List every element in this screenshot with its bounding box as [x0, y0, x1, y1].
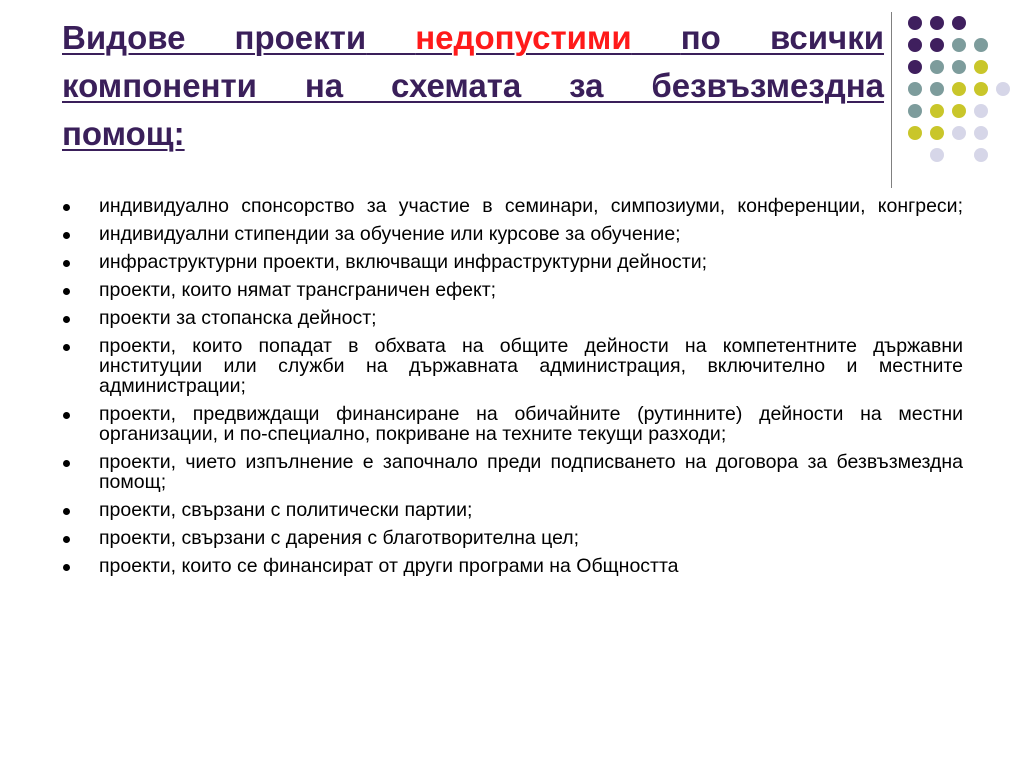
- decor-dot: [952, 60, 966, 74]
- title-highlight-word: недопустими: [415, 19, 632, 56]
- decor-dot: [930, 104, 944, 118]
- decor-dot: [974, 148, 988, 162]
- title-text-end: по всички: [680, 19, 885, 56]
- title-line-3: помощ:: [62, 115, 185, 152]
- list-item: индивидуални стипендии за обучение или курсове за обучение;: [62, 224, 963, 244]
- decor-dot: [908, 38, 922, 52]
- title-line-1: [62, 19, 884, 56]
- list-item: проекти, предвиждащи финансиране на обичайните (рутинните) дейности на местни организации, и по-специално, покриване на техните текущи разходи;: [62, 404, 963, 444]
- decor-dot: [996, 82, 1010, 96]
- decor-dot: [930, 60, 944, 74]
- decor-dot: [930, 16, 944, 30]
- decorative-divider-line: [891, 12, 892, 188]
- decor-dot: [908, 104, 922, 118]
- decor-dot: [974, 82, 988, 96]
- list-item: проекти, които попадат в обхвата на общите дейности на компетентните държавни институции или служби на държавната администрация, включително и местните администрации;: [62, 336, 963, 396]
- title-line-2: компоненти на схемата за безвъзмездна: [62, 67, 884, 104]
- list-item: проекти, свързани с дарения с благотворителна цел;: [62, 528, 963, 548]
- title-text-start: Видове проекти: [62, 19, 367, 56]
- decor-dot: [930, 148, 944, 162]
- decor-dot: [908, 126, 922, 140]
- decor-dot: [974, 38, 988, 52]
- list-item: индивидуално спонсорство за участие в семинари, симпозиуми, конференции, конгреси;: [62, 196, 963, 216]
- ineligible-projects-list: [62, 196, 963, 584]
- decor-dot: [974, 104, 988, 118]
- decor-dot: [952, 16, 966, 30]
- decor-dot: [908, 82, 922, 96]
- list-item: инфраструктурни проекти, включващи инфраструктурни дейности;: [62, 252, 963, 272]
- list-item: проекти, които се финансират от други програми на Общността: [62, 556, 963, 576]
- decor-dot: [930, 82, 944, 96]
- slide-title: [62, 14, 884, 158]
- decor-dot: [952, 104, 966, 118]
- decor-dot: [952, 126, 966, 140]
- decor-dot: [974, 60, 988, 74]
- decor-dot: [952, 38, 966, 52]
- decor-dot: [908, 16, 922, 30]
- decor-dot: [952, 82, 966, 96]
- decor-dot: [930, 126, 944, 140]
- decor-dot: [974, 126, 988, 140]
- decor-dot: [908, 60, 922, 74]
- decor-dot: [930, 38, 944, 52]
- list-item: проекти, свързани с политически партии;: [62, 500, 963, 520]
- list-item: проекти, които нямат трансграничен ефект;: [62, 280, 963, 300]
- list-item: проекти, чието изпълнение е започнало преди подписването на договора за безвъзмездна помощ;: [62, 452, 963, 492]
- list-item: проекти за стопанска дейност;: [62, 308, 963, 328]
